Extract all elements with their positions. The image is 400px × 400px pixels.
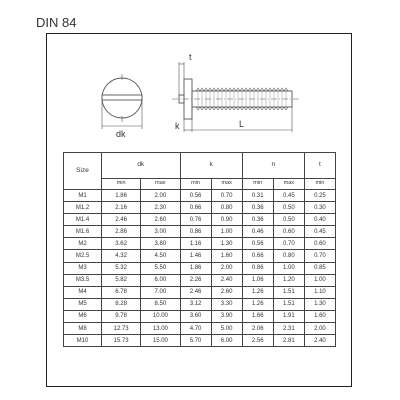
value-cell: 0.80 [211, 202, 242, 214]
size-cell: M1.2 [64, 202, 102, 214]
value-cell: 0.30 [304, 202, 335, 214]
value-cell: 3.30 [211, 298, 242, 310]
t-label: t [189, 52, 192, 62]
value-cell: 2.60 [141, 214, 180, 226]
value-cell: 0.56 [242, 238, 273, 250]
sub-header: min [102, 179, 141, 190]
table-row [64, 298, 336, 310]
table-row [64, 238, 336, 250]
value-cell: 1.00 [211, 226, 242, 238]
screw-drawing [47, 34, 353, 150]
value-cell: 1.51 [273, 298, 304, 310]
table-body [64, 190, 336, 347]
size-cell: M10 [64, 335, 102, 347]
value-cell: 0.40 [304, 214, 335, 226]
value-cell: 0.50 [273, 202, 304, 214]
value-cell: 0.70 [304, 250, 335, 262]
value-cell: 3.62 [102, 238, 141, 250]
value-cell: 1.26 [242, 286, 273, 298]
page-title: DIN 84 [36, 15, 77, 30]
table-row [64, 310, 336, 322]
size-cell: M1.6 [64, 226, 102, 238]
value-cell: 4.50 [141, 250, 180, 262]
value-cell: 2.40 [304, 335, 335, 347]
size-cell: M2 [64, 238, 102, 250]
size-cell: M3 [64, 262, 102, 274]
value-cell: 0.70 [211, 190, 242, 202]
value-cell: 7.00 [141, 286, 180, 298]
value-cell: 0.56 [180, 190, 211, 202]
size-cell: M8 [64, 323, 102, 335]
value-cell: 2.00 [141, 190, 180, 202]
table-row [64, 202, 336, 214]
value-cell: 2.40 [211, 274, 242, 286]
value-cell: 2.30 [141, 202, 180, 214]
size-cell: M6 [64, 310, 102, 322]
size-cell: M3.5 [64, 274, 102, 286]
screw-side-view [172, 62, 299, 132]
value-cell: 0.46 [242, 226, 273, 238]
table-row [64, 190, 336, 202]
value-cell: 8.50 [141, 298, 180, 310]
value-cell: 2.60 [211, 286, 242, 298]
value-cell: 1.20 [273, 274, 304, 286]
table-row [64, 274, 336, 286]
L-label: L [239, 119, 245, 129]
value-cell: 0.90 [211, 214, 242, 226]
value-cell: 2.26 [180, 274, 211, 286]
value-cell: 5.82 [102, 274, 141, 286]
value-cell: 1.06 [242, 274, 273, 286]
size-header: Size [64, 153, 102, 190]
sub-header: min [180, 179, 211, 190]
table-row [64, 226, 336, 238]
value-cell: 3.60 [180, 310, 211, 322]
sub-header: min [242, 179, 273, 190]
value-cell: 1.30 [304, 298, 335, 310]
value-cell: 5.50 [141, 262, 180, 274]
value-cell: 2.00 [211, 262, 242, 274]
table-row [64, 214, 336, 226]
value-cell: 0.86 [242, 262, 273, 274]
value-cell: 2.06 [242, 323, 273, 335]
value-cell: 1.00 [304, 274, 335, 286]
table-subheader-row [64, 179, 336, 190]
value-cell: 2.16 [102, 202, 141, 214]
value-cell: 1.60 [304, 310, 335, 322]
value-cell: 3.00 [141, 226, 180, 238]
size-cell: M5 [64, 298, 102, 310]
value-cell: 4.32 [102, 250, 141, 262]
sub-header: max [141, 179, 180, 190]
value-cell: 9.78 [102, 310, 141, 322]
sub-header: min [304, 179, 335, 190]
value-cell: 0.66 [242, 250, 273, 262]
drawing-frame [46, 33, 352, 387]
value-cell: 0.66 [180, 202, 211, 214]
group-header: dk [102, 153, 181, 179]
value-cell: 1.86 [180, 262, 211, 274]
value-cell: 3.80 [141, 238, 180, 250]
value-cell: 2.46 [180, 286, 211, 298]
value-cell: 2.81 [273, 335, 304, 347]
value-cell: 0.76 [180, 214, 211, 226]
table-row [64, 250, 336, 262]
value-cell: 15.73 [102, 335, 141, 347]
value-cell: 0.45 [304, 226, 335, 238]
sub-header: max [273, 179, 304, 190]
head-end-view [102, 74, 142, 129]
table-row [64, 286, 336, 298]
value-cell: 0.50 [273, 214, 304, 226]
value-cell: 0.80 [273, 250, 304, 262]
value-cell: 5.00 [211, 323, 242, 335]
value-cell: 6.78 [102, 286, 141, 298]
size-cell: M2.5 [64, 250, 102, 262]
value-cell: 0.36 [242, 214, 273, 226]
sub-header: max [211, 179, 242, 190]
value-cell: 6.00 [211, 335, 242, 347]
value-cell: 1.00 [273, 262, 304, 274]
value-cell: 0.36 [242, 202, 273, 214]
value-cell: 1.10 [304, 286, 335, 298]
size-cell: M1 [64, 190, 102, 202]
value-cell: 1.46 [180, 250, 211, 262]
value-cell: 0.85 [304, 262, 335, 274]
value-cell: 0.45 [273, 190, 304, 202]
value-cell: 0.86 [180, 226, 211, 238]
value-cell: 0.31 [242, 190, 273, 202]
value-cell: 0.60 [273, 226, 304, 238]
value-cell: 13.00 [141, 323, 180, 335]
value-cell: 1.86 [102, 190, 141, 202]
value-cell: 1.51 [273, 286, 304, 298]
value-cell: 1.91 [273, 310, 304, 322]
value-cell: 1.66 [242, 310, 273, 322]
value-cell: 0.70 [273, 238, 304, 250]
value-cell: 3.12 [180, 298, 211, 310]
value-cell: 2.56 [242, 335, 273, 347]
value-cell: 8.28 [102, 298, 141, 310]
dimension-table [63, 152, 336, 347]
value-cell: 0.60 [304, 238, 335, 250]
value-cell: 5.70 [180, 335, 211, 347]
table-row [64, 262, 336, 274]
value-cell: 0.25 [304, 190, 335, 202]
value-cell: 2.86 [102, 226, 141, 238]
table-row [64, 335, 336, 347]
value-cell: 2.31 [273, 323, 304, 335]
group-header: n [242, 153, 304, 179]
group-header: t [304, 153, 335, 179]
k-label: k [175, 121, 180, 131]
size-cell: M4 [64, 286, 102, 298]
value-cell: 10.00 [141, 310, 180, 322]
value-cell: 1.60 [211, 250, 242, 262]
value-cell: 12.73 [102, 323, 141, 335]
value-cell: 2.46 [102, 214, 141, 226]
size-cell: M1.4 [64, 214, 102, 226]
value-cell: 1.26 [242, 298, 273, 310]
group-header: k [180, 153, 242, 179]
table-header-row [64, 153, 336, 179]
value-cell: 6.00 [141, 274, 180, 286]
value-cell: 2.00 [304, 323, 335, 335]
value-cell: 3.90 [211, 310, 242, 322]
table-row [64, 323, 336, 335]
value-cell: 4.70 [180, 323, 211, 335]
dk-label: dk [116, 129, 126, 139]
value-cell: 5.32 [102, 262, 141, 274]
value-cell: 1.16 [180, 238, 211, 250]
value-cell: 1.30 [211, 238, 242, 250]
value-cell: 15.00 [141, 335, 180, 347]
